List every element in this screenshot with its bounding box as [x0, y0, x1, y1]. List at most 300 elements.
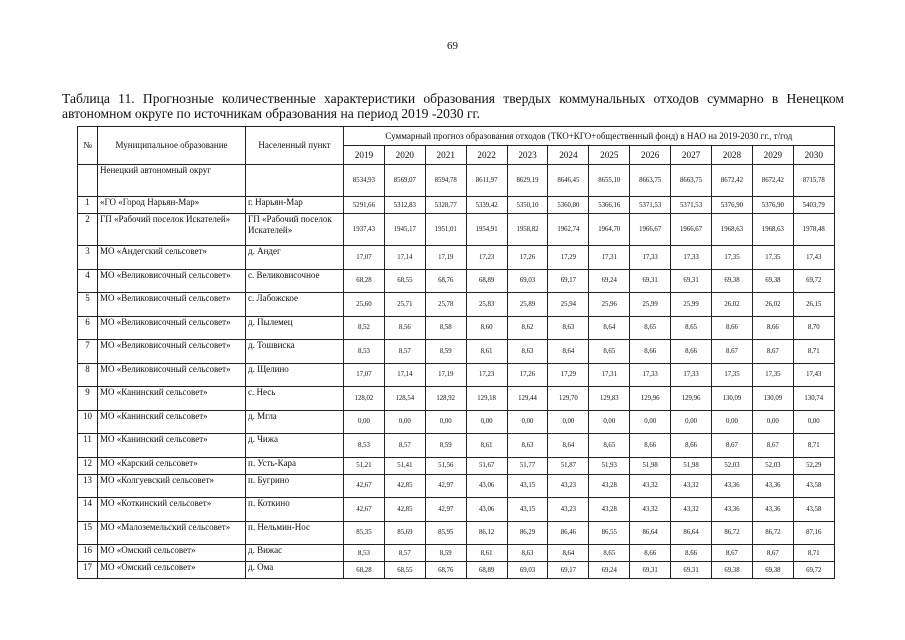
value-cell: 69,24 [589, 269, 630, 293]
value-cell: 0,00 [548, 410, 589, 434]
value-cell: 8569,07 [384, 165, 425, 197]
row-number: 1 [78, 197, 98, 214]
value-cell: 8,60 [466, 316, 507, 340]
row-number: 10 [78, 410, 98, 434]
value-cell: 8,66 [712, 316, 753, 340]
header-year: 2021 [425, 146, 466, 165]
value-cell: 8,52 [344, 316, 385, 340]
value-cell: 68,28 [344, 269, 385, 293]
value-cell: 8,53 [344, 340, 385, 364]
value-cell: 69,38 [712, 269, 753, 293]
value-cell: 1962,74 [548, 214, 589, 246]
municipality-cell: МО «Канинский сельсовет» [98, 387, 246, 411]
table-row [78, 269, 835, 293]
value-cell: 8,57 [384, 434, 425, 458]
municipality-cell: «ГО «Город Нарьян-Мар» [98, 197, 246, 214]
value-cell: 43,06 [466, 474, 507, 498]
value-cell: 69,38 [752, 269, 793, 293]
value-cell: 43,32 [630, 498, 671, 522]
value-cell: 52,03 [752, 457, 793, 474]
value-cell: 43,23 [548, 498, 589, 522]
header-municipality: Муниципальное образование [98, 127, 246, 165]
value-cell: 52,03 [712, 457, 753, 474]
value-cell: 5360,80 [548, 197, 589, 214]
value-cell: 86,46 [548, 521, 589, 545]
value-cell: 0,00 [344, 410, 385, 434]
row-number: 12 [78, 457, 98, 474]
row-number: 2 [78, 214, 98, 246]
table-row [78, 165, 835, 197]
header-num: № [78, 127, 98, 165]
value-cell: 68,55 [384, 562, 425, 579]
value-cell: 5339,42 [466, 197, 507, 214]
table-row [78, 246, 835, 270]
locality-cell: д. Тошвиска [246, 340, 344, 364]
row-number: 16 [78, 545, 98, 562]
value-cell: 0,00 [507, 410, 548, 434]
value-cell: 8,67 [752, 434, 793, 458]
table-row [78, 197, 835, 214]
value-cell: 8715,78 [793, 165, 834, 197]
value-cell: 25,83 [466, 293, 507, 317]
value-cell: 86,29 [507, 521, 548, 545]
table-row [78, 340, 835, 364]
value-cell: 8,58 [425, 316, 466, 340]
value-cell: 43,36 [752, 498, 793, 522]
value-cell: 68,76 [425, 562, 466, 579]
value-cell: 42,85 [384, 474, 425, 498]
municipality-cell: МО «Канинский сельсовет» [98, 434, 246, 458]
table-row [78, 410, 835, 434]
row-number: 11 [78, 434, 98, 458]
header-locality: Населенный пункт [246, 127, 344, 165]
value-cell: 42,97 [425, 474, 466, 498]
value-cell: 43,58 [793, 498, 834, 522]
value-cell: 130,09 [712, 387, 753, 411]
value-cell: 17,29 [548, 246, 589, 270]
value-cell: 26,02 [712, 293, 753, 317]
municipality-cell: МО «Великовисочный сельсовет» [98, 269, 246, 293]
value-cell: 128,02 [344, 387, 385, 411]
row-number: 4 [78, 269, 98, 293]
value-cell: 5291,66 [344, 197, 385, 214]
value-cell: 129,96 [671, 387, 712, 411]
header-year: 2024 [548, 146, 589, 165]
row-number: 7 [78, 340, 98, 364]
value-cell: 0,00 [466, 410, 507, 434]
value-cell: 43,15 [507, 474, 548, 498]
value-cell: 42,85 [384, 498, 425, 522]
value-cell: 51,98 [671, 457, 712, 474]
value-cell: 5328,77 [425, 197, 466, 214]
value-cell: 8,71 [793, 340, 834, 364]
value-cell: 17,19 [425, 363, 466, 387]
value-cell: 25,78 [425, 293, 466, 317]
value-cell: 69,31 [671, 269, 712, 293]
value-cell: 8663,75 [671, 165, 712, 197]
value-cell: 69,38 [712, 562, 753, 579]
value-cell: 8,63 [548, 316, 589, 340]
value-cell: 5376,90 [752, 197, 793, 214]
value-cell: 1937,43 [344, 214, 385, 246]
value-cell: 17,14 [384, 246, 425, 270]
value-cell: 43,28 [589, 474, 630, 498]
value-cell: 8672,42 [712, 165, 753, 197]
value-cell: 43,32 [671, 498, 712, 522]
row-number: 14 [78, 498, 98, 522]
locality-cell: д. Вижас [246, 545, 344, 562]
value-cell: 8,59 [425, 545, 466, 562]
locality-cell: д. Щелино [246, 363, 344, 387]
value-cell: 26,02 [752, 293, 793, 317]
value-cell: 8,61 [466, 434, 507, 458]
value-cell: 68,55 [384, 269, 425, 293]
value-cell: 69,72 [793, 562, 834, 579]
municipality-cell: МО «Великовисочный сельсовет» [98, 316, 246, 340]
locality-cell: п. Нельмин-Нос [246, 521, 344, 545]
value-cell: 5403,79 [793, 197, 834, 214]
value-cell: 69,03 [507, 562, 548, 579]
value-cell: 8594,78 [425, 165, 466, 197]
value-cell: 8611,97 [466, 165, 507, 197]
value-cell: 17,26 [507, 363, 548, 387]
locality-cell: п. Коткино [246, 498, 344, 522]
value-cell: 8,59 [425, 340, 466, 364]
value-cell: 8,61 [466, 545, 507, 562]
value-cell: 43,32 [630, 474, 671, 498]
header-year: 2023 [507, 146, 548, 165]
value-cell: 8655,10 [589, 165, 630, 197]
value-cell: 8,64 [548, 340, 589, 364]
locality-cell: д. Чижа [246, 434, 344, 458]
value-cell: 86,12 [466, 521, 507, 545]
municipality-cell: МО «Андегский сельсовет» [98, 246, 246, 270]
value-cell: 86,64 [671, 521, 712, 545]
value-cell: 51,98 [630, 457, 671, 474]
table-row [78, 545, 835, 562]
table-body [78, 165, 835, 579]
municipality-cell: МО «Малоземельский сельсовет» [98, 521, 246, 545]
value-cell: 8,64 [589, 316, 630, 340]
value-cell: 25,71 [384, 293, 425, 317]
value-cell: 8,56 [384, 316, 425, 340]
value-cell: 43,28 [589, 498, 630, 522]
value-cell: 5371,53 [671, 197, 712, 214]
value-cell: 51,87 [548, 457, 589, 474]
value-cell: 25,94 [548, 293, 589, 317]
value-cell: 43,23 [548, 474, 589, 498]
table-row [78, 293, 835, 317]
value-cell: 8,65 [671, 316, 712, 340]
municipality-cell: ГП «Рабочий поселок Искателей» [98, 214, 246, 246]
value-cell: 43,36 [752, 474, 793, 498]
municipality-cell: МО «Омский сельсовет» [98, 562, 246, 579]
value-cell: 68,89 [466, 562, 507, 579]
value-cell: 17,07 [344, 246, 385, 270]
value-cell: 85,95 [425, 521, 466, 545]
value-cell: 43,06 [466, 498, 507, 522]
value-cell: 69,17 [548, 269, 589, 293]
locality-cell: д. Пылемец [246, 316, 344, 340]
value-cell: 8,66 [671, 434, 712, 458]
value-cell: 17,43 [793, 363, 834, 387]
value-cell: 8,63 [507, 434, 548, 458]
table-row [78, 363, 835, 387]
value-cell: 1954,91 [466, 214, 507, 246]
row-number [78, 165, 98, 197]
value-cell: 1945,17 [384, 214, 425, 246]
value-cell: 43,36 [712, 474, 753, 498]
header-year: 2028 [712, 146, 753, 165]
value-cell: 85,35 [344, 521, 385, 545]
table-caption: Таблица 11. Прогнозные количественные характеристики образования твердых коммунальных отходов суммарно в Ненецком автономном округе по источникам образования на период 2019 -2030 гг. [62, 91, 844, 121]
value-cell: 43,36 [712, 498, 753, 522]
header-year: 2026 [630, 146, 671, 165]
value-cell: 17,23 [466, 363, 507, 387]
table-row [78, 474, 835, 498]
value-cell: 8663,75 [630, 165, 671, 197]
value-cell: 8646,45 [548, 165, 589, 197]
value-cell: 8,64 [548, 434, 589, 458]
row-number: 15 [78, 521, 98, 545]
value-cell: 8672,42 [752, 165, 793, 197]
value-cell: 8,65 [589, 434, 630, 458]
value-cell: 8,53 [344, 434, 385, 458]
value-cell: 69,31 [630, 562, 671, 579]
header-year: 2030 [793, 146, 834, 165]
value-cell: 129,96 [630, 387, 671, 411]
value-cell: 86,72 [752, 521, 793, 545]
page-number: 69 [447, 40, 458, 52]
value-cell: 17,33 [671, 363, 712, 387]
value-cell: 8,64 [548, 545, 589, 562]
value-cell: 25,99 [671, 293, 712, 317]
value-cell: 68,89 [466, 269, 507, 293]
value-cell: 69,17 [548, 562, 589, 579]
value-cell: 5371,53 [630, 197, 671, 214]
value-cell: 69,31 [671, 562, 712, 579]
value-cell: 8,66 [630, 340, 671, 364]
value-cell: 87,16 [793, 521, 834, 545]
value-cell: 51,41 [384, 457, 425, 474]
row-number: 3 [78, 246, 98, 270]
value-cell: 130,09 [752, 387, 793, 411]
value-cell: 5366,16 [589, 197, 630, 214]
value-cell: 17,35 [712, 363, 753, 387]
value-cell: 5376,90 [712, 197, 753, 214]
value-cell: 8,63 [507, 545, 548, 562]
locality-cell [246, 165, 344, 197]
header-summary: Суммарный прогноз образования отходов (ТКО+КГО+общественный фонд) в НАО на 2019-2030 гг., т/год [344, 127, 835, 146]
header-year: 2029 [752, 146, 793, 165]
municipality-cell: МО «Омский сельсовет» [98, 545, 246, 562]
value-cell: 0,00 [793, 410, 834, 434]
value-cell: 8,67 [712, 340, 753, 364]
locality-cell: с. Великовисочное [246, 269, 344, 293]
value-cell: 8,57 [384, 340, 425, 364]
header-year: 2020 [384, 146, 425, 165]
table-row [78, 562, 835, 579]
value-cell: 8,66 [671, 340, 712, 364]
row-number: 9 [78, 387, 98, 411]
value-cell: 43,15 [507, 498, 548, 522]
value-cell: 25,60 [344, 293, 385, 317]
table-row [78, 214, 835, 246]
header-year: 2022 [466, 146, 507, 165]
value-cell: 8,65 [630, 316, 671, 340]
table-row [78, 521, 835, 545]
value-cell: 17,31 [589, 246, 630, 270]
value-cell: 51,21 [344, 457, 385, 474]
value-cell: 8,67 [712, 434, 753, 458]
value-cell: 1968,63 [752, 214, 793, 246]
table-row [78, 316, 835, 340]
value-cell: 129,70 [548, 387, 589, 411]
value-cell: 42,67 [344, 474, 385, 498]
municipality-cell: МО «Коткинский сельсовет» [98, 498, 246, 522]
locality-cell: с. Лабожское [246, 293, 344, 317]
value-cell: 8,70 [793, 316, 834, 340]
value-cell: 8,65 [589, 340, 630, 364]
value-cell: 1966,67 [671, 214, 712, 246]
value-cell: 86,55 [589, 521, 630, 545]
value-cell: 17,23 [466, 246, 507, 270]
value-cell: 42,67 [344, 498, 385, 522]
waste-forecast-table [77, 126, 835, 579]
value-cell: 8629,19 [507, 165, 548, 197]
value-cell: 0,00 [671, 410, 712, 434]
header-year: 2019 [344, 146, 385, 165]
value-cell: 1978,48 [793, 214, 834, 246]
municipality-cell: МО «Великовисочный сельсовет» [98, 363, 246, 387]
locality-cell: д. Мгла [246, 410, 344, 434]
table-row [78, 457, 835, 474]
value-cell: 51,93 [589, 457, 630, 474]
locality-cell: ГП «Рабочий поселок Искателей» [246, 214, 344, 246]
value-cell: 8,57 [384, 545, 425, 562]
value-cell: 5312,83 [384, 197, 425, 214]
value-cell: 17,07 [344, 363, 385, 387]
value-cell: 17,14 [384, 363, 425, 387]
value-cell: 25,99 [630, 293, 671, 317]
value-cell: 8,65 [589, 545, 630, 562]
value-cell: 43,32 [671, 474, 712, 498]
value-cell: 17,33 [671, 246, 712, 270]
value-cell: 8534,93 [344, 165, 385, 197]
value-cell: 17,33 [630, 246, 671, 270]
value-cell: 69,03 [507, 269, 548, 293]
value-cell: 129,44 [507, 387, 548, 411]
value-cell: 86,72 [712, 521, 753, 545]
value-cell: 0,00 [425, 410, 466, 434]
municipality-cell: МО «Великовисочный сельсовет» [98, 340, 246, 364]
locality-cell: п. Бугрино [246, 474, 344, 498]
table-row [78, 498, 835, 522]
value-cell: 86,64 [630, 521, 671, 545]
header-year: 2025 [589, 146, 630, 165]
value-cell: 129,18 [466, 387, 507, 411]
value-cell: 17,43 [793, 246, 834, 270]
header-year: 2027 [671, 146, 712, 165]
value-cell: 8,67 [752, 545, 793, 562]
value-cell: 17,31 [589, 363, 630, 387]
value-cell: 130,74 [793, 387, 834, 411]
locality-cell: п. Усть-Кара [246, 457, 344, 474]
locality-cell: д. Андег [246, 246, 344, 270]
value-cell: 68,76 [425, 269, 466, 293]
municipality-cell: Ненецкий автономный округ [98, 165, 246, 197]
value-cell: 0,00 [712, 410, 753, 434]
value-cell: 5350,10 [507, 197, 548, 214]
value-cell: 8,63 [507, 340, 548, 364]
value-cell: 69,72 [793, 269, 834, 293]
row-number: 5 [78, 293, 98, 317]
value-cell: 128,54 [384, 387, 425, 411]
value-cell: 8,66 [752, 316, 793, 340]
row-number: 8 [78, 363, 98, 387]
value-cell: 1966,67 [630, 214, 671, 246]
value-cell: 26,15 [793, 293, 834, 317]
value-cell: 8,66 [671, 545, 712, 562]
value-cell: 0,00 [589, 410, 630, 434]
value-cell: 8,59 [425, 434, 466, 458]
value-cell: 0,00 [752, 410, 793, 434]
row-number: 17 [78, 562, 98, 579]
locality-cell: д. Ома [246, 562, 344, 579]
value-cell: 17,35 [712, 246, 753, 270]
value-cell: 17,26 [507, 246, 548, 270]
table-row [78, 434, 835, 458]
value-cell: 8,71 [793, 545, 834, 562]
value-cell: 51,67 [466, 457, 507, 474]
value-cell: 1968,63 [712, 214, 753, 246]
value-cell: 129,83 [589, 387, 630, 411]
value-cell: 42,97 [425, 498, 466, 522]
municipality-cell: МО «Великовисочный сельсовет» [98, 293, 246, 317]
value-cell: 69,24 [589, 562, 630, 579]
value-cell: 51,77 [507, 457, 548, 474]
locality-cell: г. Нарьян-Мар [246, 197, 344, 214]
value-cell: 69,38 [752, 562, 793, 579]
value-cell: 1958,82 [507, 214, 548, 246]
value-cell: 0,00 [630, 410, 671, 434]
value-cell: 128,92 [425, 387, 466, 411]
value-cell: 1964,70 [589, 214, 630, 246]
row-number: 13 [78, 474, 98, 498]
value-cell: 17,35 [752, 246, 793, 270]
value-cell: 43,58 [793, 474, 834, 498]
municipality-cell: МО «Канинский сельсовет» [98, 410, 246, 434]
value-cell: 8,53 [344, 545, 385, 562]
value-cell: 52,29 [793, 457, 834, 474]
value-cell: 17,29 [548, 363, 589, 387]
value-cell: 1951,01 [425, 214, 466, 246]
value-cell: 8,71 [793, 434, 834, 458]
locality-cell: с. Несь [246, 387, 344, 411]
value-cell: 8,67 [752, 340, 793, 364]
value-cell: 69,31 [630, 269, 671, 293]
value-cell: 8,61 [466, 340, 507, 364]
value-cell: 85,69 [384, 521, 425, 545]
value-cell: 51,56 [425, 457, 466, 474]
value-cell: 8,62 [507, 316, 548, 340]
value-cell: 0,00 [384, 410, 425, 434]
value-cell: 17,33 [630, 363, 671, 387]
table-row [78, 387, 835, 411]
value-cell: 8,67 [712, 545, 753, 562]
row-number: 6 [78, 316, 98, 340]
value-cell: 68,28 [344, 562, 385, 579]
